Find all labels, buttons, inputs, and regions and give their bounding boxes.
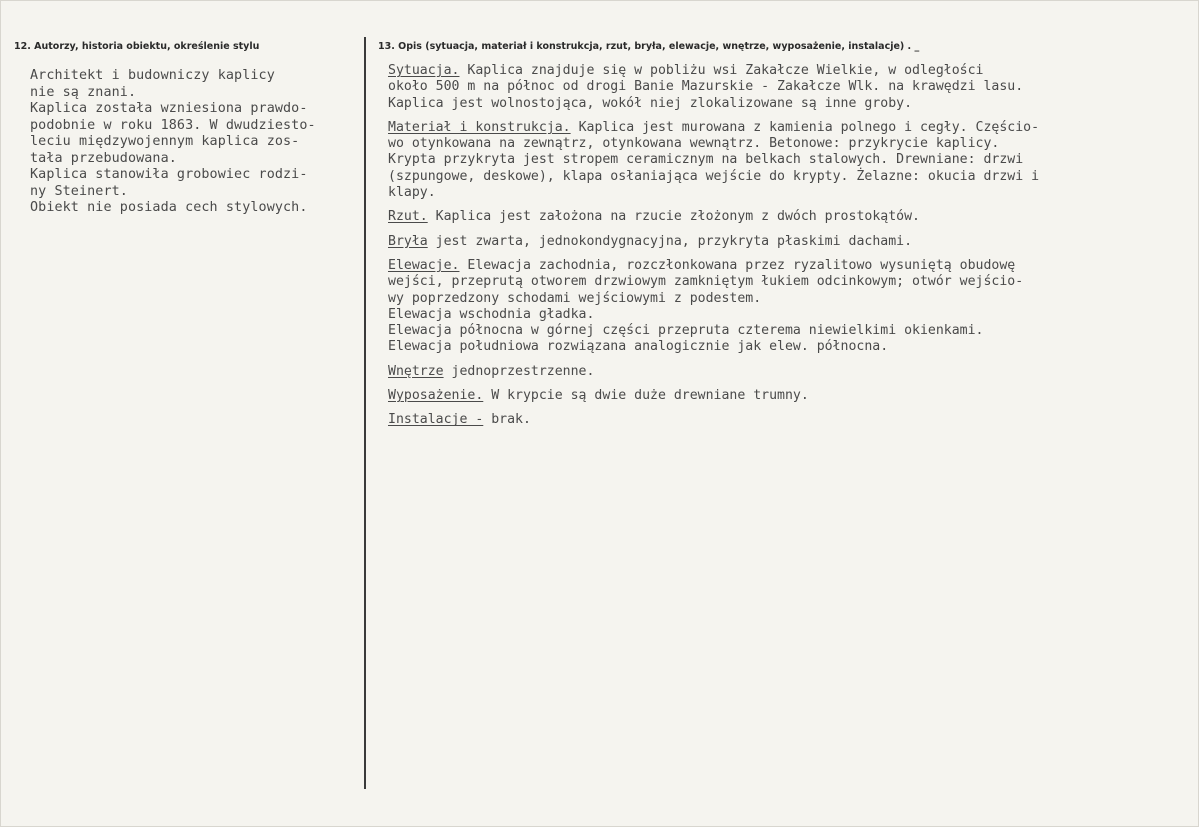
text-line: jednoprzestrzenne. — [443, 363, 595, 379]
text-line: Krypta przykryta jest stropem ceramicznym na belkach stalowych. Drewniane: drzwi — [388, 152, 1024, 168]
text-line: Elewacja południowa rozwiązana analogicznie jak elew. północna. — [388, 339, 889, 355]
description-text — [388, 63, 1198, 437]
interior-label: Wnętrze — [388, 363, 444, 379]
body-paragraph — [388, 234, 1198, 250]
plan-paragraph — [388, 209, 1198, 225]
text-line: ny Steinert. — [30, 183, 128, 199]
text-line: Obiekt nie posiada cech stylowych. — [30, 200, 308, 215]
text-line: tała przebudowana. — [30, 150, 177, 166]
equipment-paragraph — [388, 388, 1198, 404]
text-line: wy poprzedzony schodami wejściowymi z podestem. — [388, 290, 762, 306]
elevations-label: Elewacje. — [388, 257, 460, 273]
column-divider — [364, 37, 366, 789]
text-line: klapy. — [388, 185, 436, 201]
text-line: Kaplica stanowiła grobowiec rodzi- — [30, 167, 308, 182]
text-line: brak. — [483, 412, 531, 428]
material-label: Materiał i konstrukcja. — [388, 119, 571, 135]
authors-history-text — [30, 68, 362, 217]
section-13-header: 13. Opis (sytuacja, materiał i konstrukcja, rzut, bryła, elewacje, wnętrze, wyposażenie, instalacje) . _ — [378, 41, 920, 52]
situation-label: Sytuacja. — [388, 63, 460, 78]
section-12-header: 12. Autorzy, historia obiektu, określenie stylu — [14, 41, 260, 52]
text-line: wejści, przeprutą otworem drzwiowym zamkniętym łukiem odcinkowym; otwór wejścio- — [388, 274, 1024, 290]
text-line: Elewacja wschodnia gładka. — [388, 306, 595, 322]
interior-paragraph — [388, 364, 1198, 380]
text-line: (szpungowe, deskowe), klapa osłaniająca wejście do krypty. Żelazne: okucia drzwi i — [388, 168, 1040, 184]
text-line: Kaplica jest wolnostojąca, wokół niej zlokalizowane są inne groby. — [388, 95, 913, 111]
text-line: nie są znani. — [30, 84, 137, 100]
text-line: Elewacja zachodnia, rozczłonkowana przez ryzalitowo wysuniętą obudowę — [459, 257, 1016, 273]
text-line: Kaplica została wzniesiona prawdo- — [30, 101, 308, 116]
text-line: podobnie w roku 1863. W dwudziesto- — [30, 117, 316, 133]
elevations-paragraph — [388, 258, 1198, 356]
text-line: jest zwarta, jednokondygnacyjna, przykryta płaskimi dachami. — [427, 233, 913, 249]
text-line: Kaplica jest założona na rzucie złożonym z dwóch prostokątów. — [427, 209, 920, 225]
text-line: wo otynkowana na zewnątrz, otynkowana wewnątrz. Betonowe: przykrycie kaplicy. — [388, 136, 1000, 152]
text-line: Elewacja północna w górnej części przeprutа czterema niewielkimi okienkami. — [388, 323, 984, 339]
text-line: około 500 m na północ od drogi Banie Mazurskie - Zakałcze Wlk. na krawędzi lasu. — [388, 79, 1024, 95]
situation-paragraph — [388, 63, 1198, 112]
equipment-label: Wyposażenie. — [388, 388, 484, 404]
plan-label: Rzut. — [388, 209, 428, 225]
text-line: W krypcie są dwie duże drewniane trumny. — [483, 388, 809, 404]
installations-label: Instalacje - — [388, 412, 484, 428]
body-label: Bryła — [388, 233, 428, 249]
text-line: Architekt i budowniczy kaplicy — [30, 68, 275, 83]
text-line: leciu międzywojennym kaplica zos- — [30, 134, 300, 149]
installations-paragraph — [388, 412, 1198, 428]
text-line: Kaplica znajduje się w pobliżu wsi Zakałcze Wielkie, w odległości — [459, 63, 984, 78]
text-line: Kaplica jest murowana z kamienia polnego i cegły. Częścio- — [570, 119, 1040, 135]
material-paragraph — [388, 120, 1198, 201]
